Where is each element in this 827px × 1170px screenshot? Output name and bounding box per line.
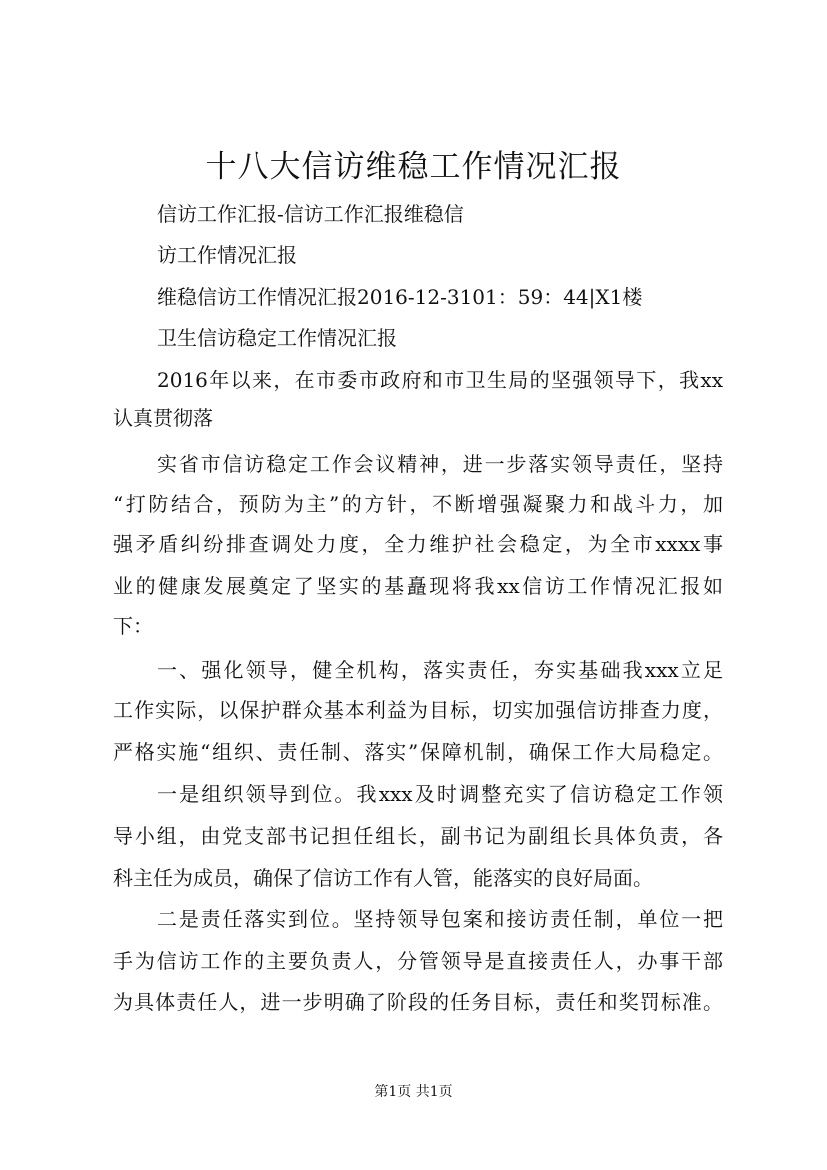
- body-line: 一、强化领导，健全机构，落实责任，夯实基础我xxx立足: [157, 658, 723, 682]
- body-line: 强矛盾纠纷排查调处力度，全力维护社会稳定，为全市xxxx事: [113, 532, 723, 556]
- body-line: 认真贯彻落: [113, 406, 213, 430]
- body-line: 严格实施“组织、责任制、落实”保障机制，确保工作大局稳定。: [113, 740, 723, 764]
- body-line: 下：: [113, 614, 153, 638]
- page-number: 第1页 共1页: [374, 1084, 453, 1100]
- body-line: 导小组，由党支部书记担任组长，副书记为副组长具体负责，各: [113, 824, 723, 848]
- body-line: 卫生信访稳定工作情况汇报: [157, 326, 397, 350]
- body-line: 一是组织领导到位。我xxx及时调整充实了信访稳定工作领: [157, 782, 723, 806]
- document-title: 十八大信访维稳工作情况汇报: [205, 149, 622, 185]
- body-line: 2016年以来，在市委市政府和市卫生局的坚强领导下，我xx: [157, 368, 723, 392]
- body-line: 维稳信访工作情况汇报2016-12-3101：59：44|X1楼: [157, 285, 643, 309]
- body-line: 业的健康发展奠定了坚实的基矗现将我xx信访工作情况汇报如: [113, 574, 723, 598]
- body-line: 访工作情况汇报: [157, 243, 297, 267]
- body-line: 为具体责任人，进一步明确了阶段的任务目标，责任和奖罚标准。: [113, 990, 723, 1014]
- body-line: 手为信访工作的主要负责人，分管领导是直接责任人，办事干部: [113, 949, 723, 973]
- body-line: “打防结合，预防为主”的方针，不断增强凝聚力和战斗力，加: [113, 492, 723, 516]
- body-line: 实省市信访稳定工作会议精神，进一步落实领导责任，坚持: [157, 452, 723, 476]
- body-line: 工作实际，以保护群众基本利益为目标，切实加强信访排查力度，: [113, 698, 723, 722]
- body-line: 科主任为成员，确保了信访工作有人管，能落实的良好局面。: [113, 866, 653, 890]
- body-line: 二是责任落实到位。坚持领导包案和接访责任制，单位一把: [157, 907, 723, 931]
- body-line: 信访工作汇报-信访工作汇报维稳信: [157, 202, 464, 226]
